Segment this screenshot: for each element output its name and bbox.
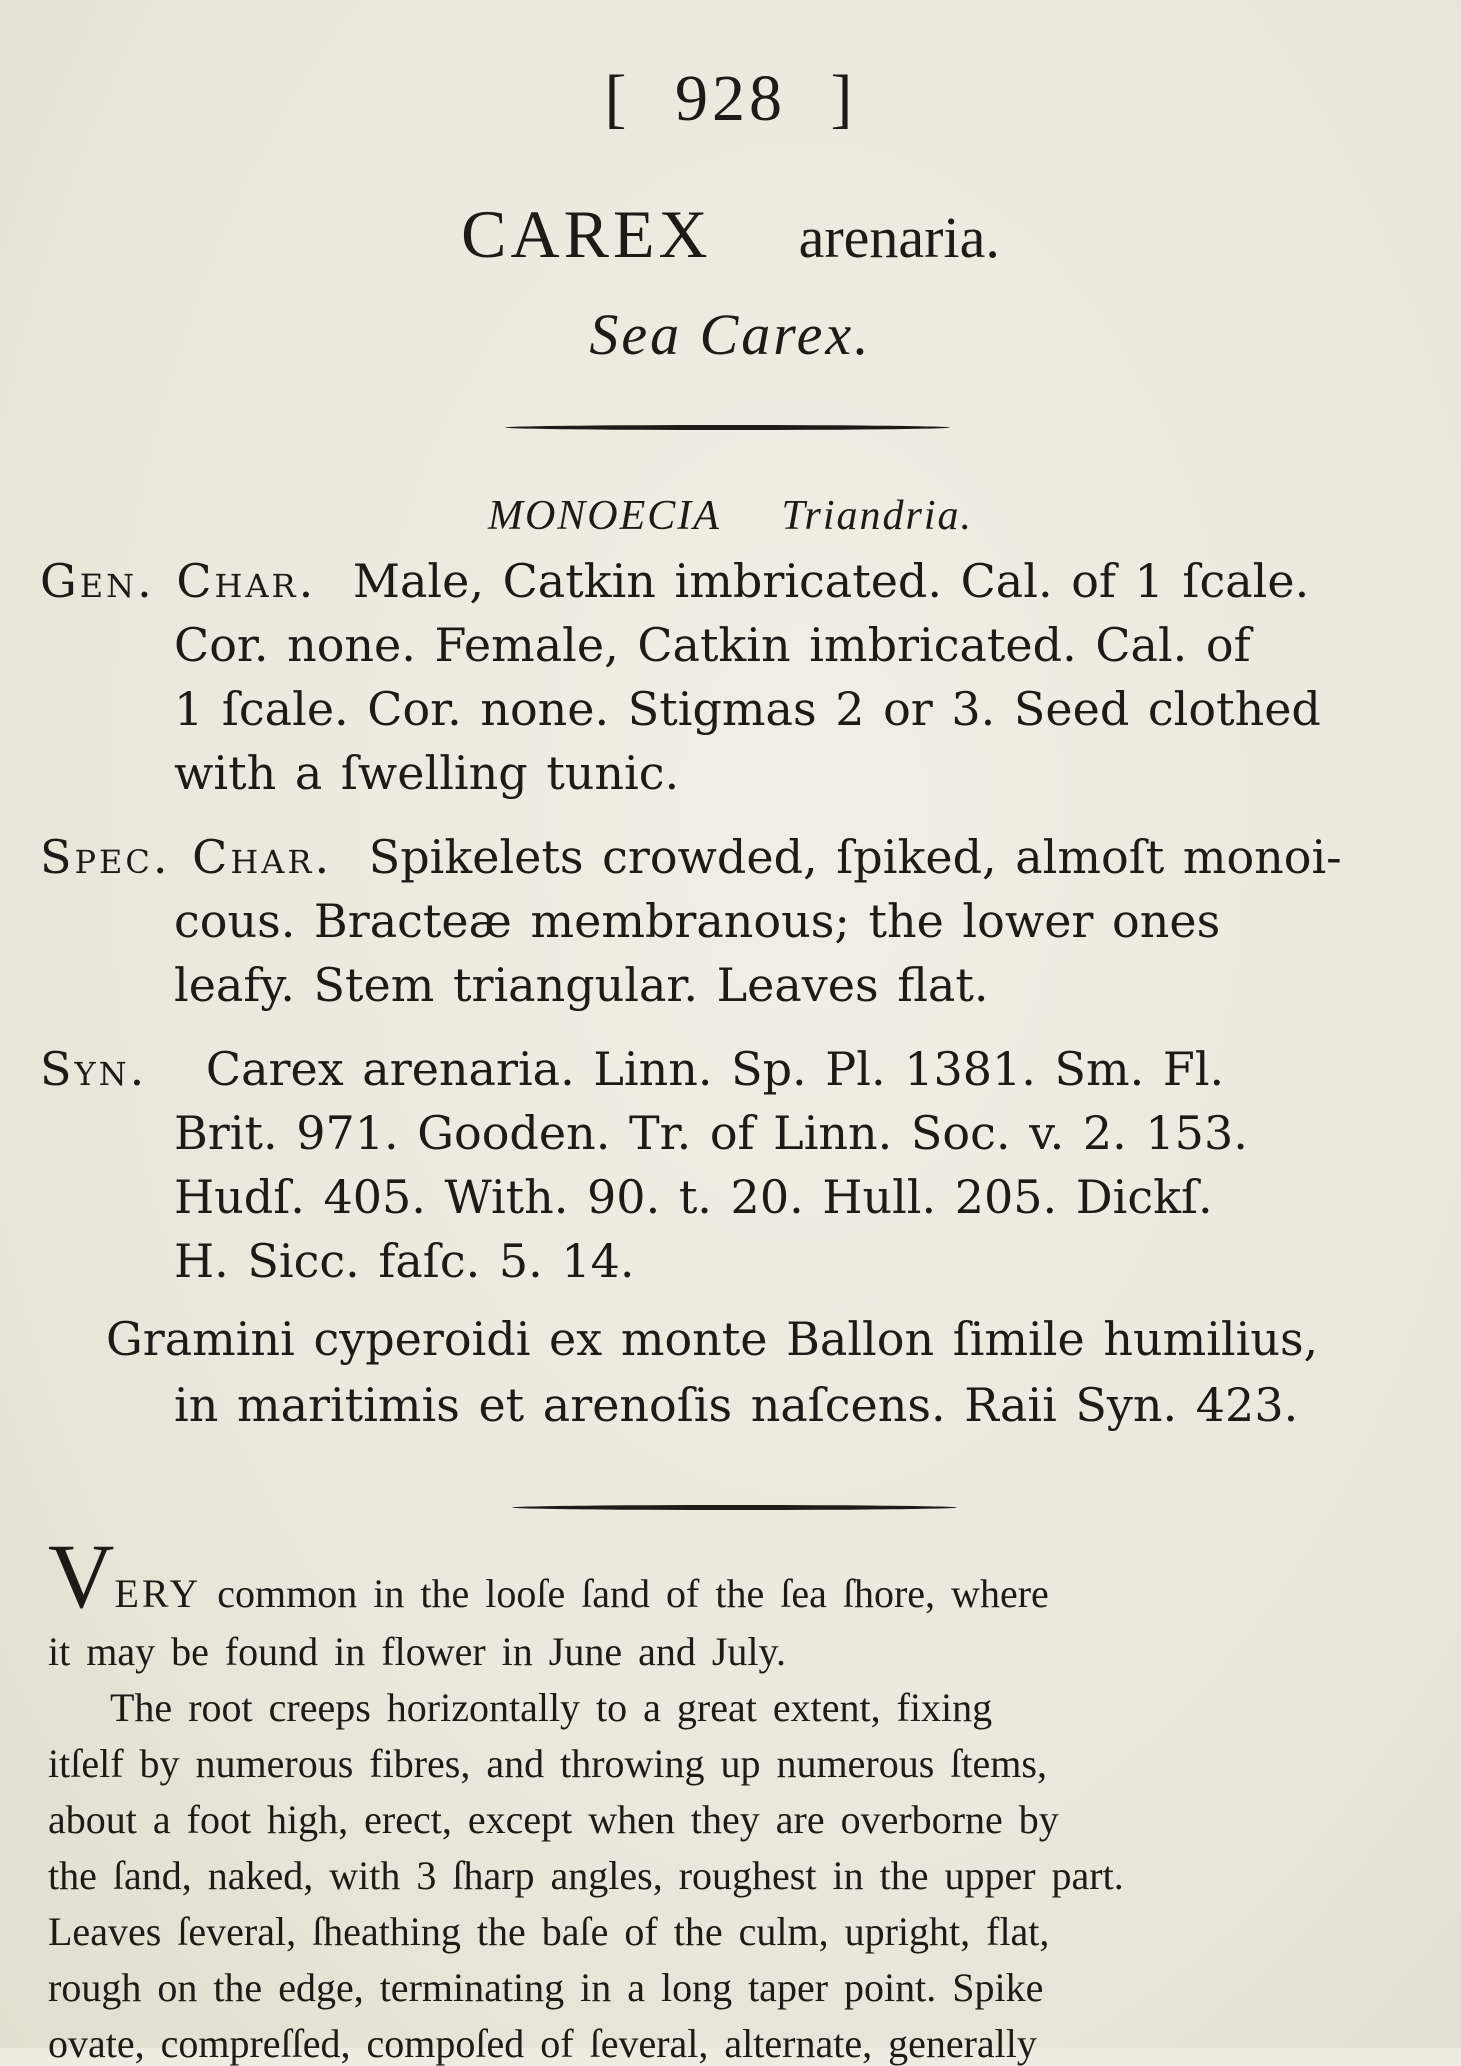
classification-class: MONOECIA (487, 493, 721, 539)
description-line-8: rough on the edge, terminating in a long taper point. Spike (48, 1965, 1044, 2010)
spec-char-label: Spec. Char. (40, 830, 333, 884)
bracket-close: ] (830, 62, 857, 135)
first-word-rest: ERY (114, 1571, 202, 1616)
description-line-7: Leaves ſeveral, ſheathing the baſe of the culm, upright, flat, (48, 1909, 1050, 1954)
gen-char-line-3: 1 ſcale. Cor. none. Stigmas 2 or 3. Seed clothed (174, 682, 1321, 736)
drop-cap: V (48, 1525, 115, 1627)
ray-citation-line-1: Gramini cyperoidi ex monte Ballon ſimile humilius, (106, 1312, 1319, 1366)
page-title (0, 196, 1461, 272)
syn-line-1: Syn. Carex arenaria. Linn. Sp. Pl. 1381. Sm. Fl. (40, 1042, 1225, 1096)
bracket-open: [ (604, 62, 631, 135)
syn-line-4: H. Sicc. faſc. 5. 14. (174, 1234, 635, 1288)
description-line-2: it may be found in flower in June and July. (48, 1629, 786, 1674)
page-number: 928 (675, 62, 786, 135)
description-line-6: the ſand, naked, with 3 ſharp angles, roughest in the upper part. (48, 1853, 1124, 1898)
ray-citation-line-2: in maritimis et arenoſis naſcens. Raii Syn. 423. (174, 1378, 1299, 1432)
gen-char-label: Gen. Char. (40, 554, 317, 608)
description-line-1: VERY common in the looſe ſand of the ſea ſhore, where (48, 1525, 1049, 1627)
divider-rule-top (505, 425, 950, 430)
spec-char-line-2: cous. Bracteæ membranous; the lower ones (174, 894, 1221, 948)
title-species: arenaria. (798, 205, 1000, 270)
title-genus: CAREX (461, 196, 712, 272)
syn-line-3: Hudſ. 405. With. 90. t. 20. Hull. 205. Dickſ. (174, 1170, 1213, 1224)
syn-label: Syn. (40, 1042, 148, 1096)
description-line-9: ovate, compreſſed, compoſed of ſeveral, alternate, generally (48, 2021, 1037, 2066)
page-number-header (0, 62, 1461, 135)
description-line-3: The root creeps horizontally to a great extent, fixing (110, 1685, 993, 1730)
classification-order: Triandria. (781, 493, 974, 539)
gen-char-line-1: Gen. Char. Male, Catkin imbricated. Cal. of 1 ſcale. (40, 554, 1310, 608)
spec-char-line-1: Spec. Char. Spikelets crowded, ſpiked, almoſt monoi- (40, 830, 1342, 884)
classification (0, 495, 1461, 537)
description-line-4: itſelf by numerous fibres, and throwing up numerous ſtems, (48, 1741, 1047, 1786)
divider-rule-bottom (512, 1505, 957, 1510)
description-line-5: about a foot high, erect, except when they are overborne by (48, 1797, 1059, 1842)
gen-char-line-4: with a ſwelling tunic. (174, 746, 680, 800)
spec-char-line-3: leafy. Stem triangular. Leaves flat. (174, 958, 989, 1012)
common-name: Sea Carex. (589, 302, 872, 367)
syn-line-2: Brit. 971. Gooden. Tr. of Linn. Soc. v. 2. 153. (174, 1106, 1248, 1160)
gen-char-line-2: Cor. none. Female, Catkin imbricated. Cal. of (174, 618, 1251, 672)
